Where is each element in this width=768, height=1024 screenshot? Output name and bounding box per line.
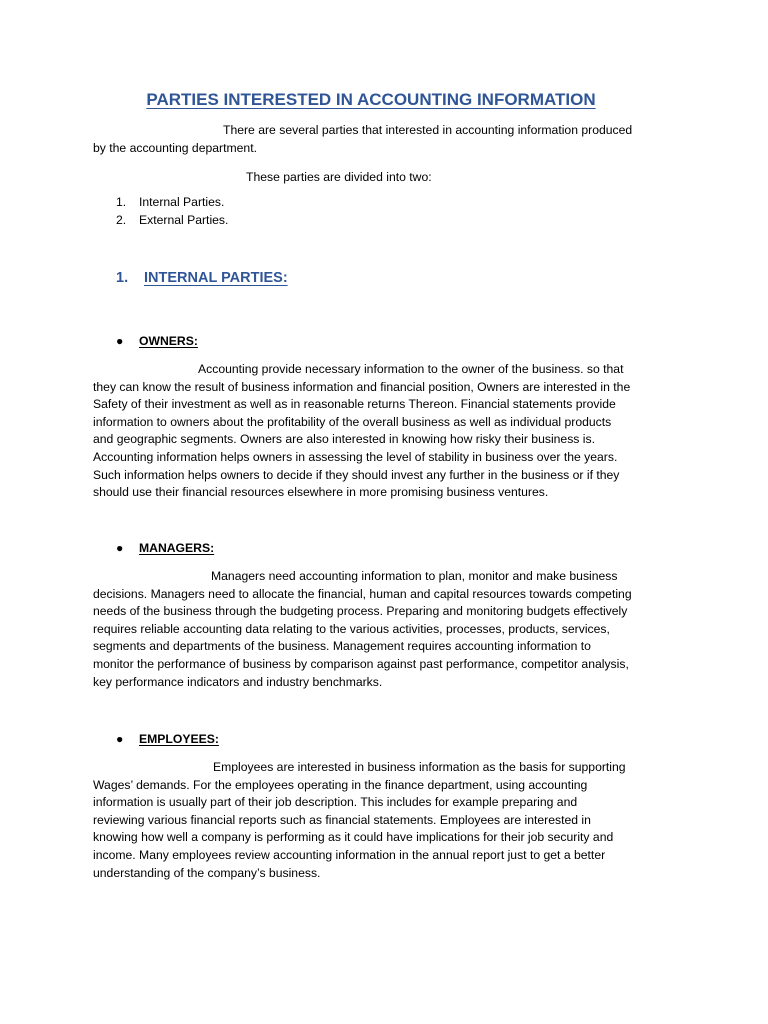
employees-heading	[116, 731, 219, 749]
section-heading-internal-parties	[116, 268, 288, 288]
section-label: INTERNAL PARTIES:	[144, 270, 288, 286]
list-item-number: 2.	[116, 212, 127, 227]
managers-line: requires reliable accounting data relating to the various activities, processes, products, services,	[93, 621, 610, 636]
owners-heading-label: OWNERS:	[139, 334, 198, 348]
managers-line: needs of the business through the budgeting process. Preparing and monitoring budgets effectively	[93, 604, 628, 619]
bullet-icon: ●	[116, 334, 124, 348]
section-number: 1.	[116, 270, 129, 286]
document-title: PARTIES INTERESTED IN ACCOUNTING INFORMATION	[146, 90, 596, 109]
managers-paragraph	[93, 568, 683, 691]
bullet-icon: ●	[116, 732, 124, 746]
bullet-icon: ●	[116, 541, 124, 555]
owners-line: Accounting provide necessary information to the owner of the business. so that	[198, 362, 624, 376]
employees-paragraph	[93, 759, 683, 882]
parties-list	[116, 194, 228, 229]
employees-line: reviewing various financial reports such as financial statements. Employees are interested in	[93, 812, 591, 827]
owners-line: Safety of their investment as well as in reasonable returns Thereon. Financial statements provide	[93, 397, 616, 412]
owners-line: information to owners about the profitability of the overall business as well as individual products	[93, 414, 612, 429]
managers-heading-label: MANAGERS:	[139, 541, 215, 555]
employees-line: income. Many employees review accounting information in the annual report just to get a better	[93, 847, 606, 862]
managers-line: Managers need accounting information to plan, monitor and make business	[211, 569, 618, 583]
managers-heading	[116, 540, 214, 558]
employees-line: Employees are interested in business information as the basis for supporting	[213, 760, 626, 774]
employees-line: knowing how well a company is performing as it could have implications for their job security and	[93, 830, 614, 845]
intro-paragraph	[93, 122, 683, 157]
owners-heading	[116, 333, 198, 351]
managers-line: decisions. Managers need to allocate the financial, human and capital resources towards competing	[93, 586, 632, 601]
managers-line: monitor the performance of business by comparison against past performance, competitor analysis,	[93, 656, 629, 671]
owners-line: should use their financial resources elsewhere in more promising business ventures.	[93, 485, 549, 500]
owners-line: Accounting information helps owners in assessing the level of stability in business over the years.	[93, 449, 618, 464]
list-item-label: Internal Parties.	[139, 195, 225, 209]
list-item	[116, 212, 228, 230]
owners-line: they can know the result of business information and financial position, Owners are interested in the	[93, 379, 631, 394]
owners-paragraph	[93, 361, 683, 502]
list-item-label: External Parties.	[139, 212, 229, 227]
owners-line: Such information helps owners to decide if they should invest any further in the business or if they	[93, 467, 620, 482]
employees-line: information is usually part of their job description. This includes for example preparing and	[93, 795, 578, 810]
intro-line-2: by the accounting department.	[93, 140, 257, 155]
employees-heading-label: EMPLOYEES:	[139, 732, 219, 746]
managers-line: segments and departments of the business. Management requires accounting information to	[93, 639, 591, 654]
managers-line: key performance indicators and industry benchmarks.	[93, 674, 383, 689]
divided-line: These parties are divided into two:	[246, 170, 432, 184]
employees-line: Wages’ demands. For the employees operating in the finance department, using accounting	[93, 777, 588, 792]
intro-line-1: There are several parties that interested in accounting information produced	[223, 123, 633, 137]
list-item	[116, 194, 228, 212]
employees-line: understanding of the company’s business.	[93, 865, 321, 880]
list-item-number: 1.	[116, 195, 127, 209]
owners-line: and geographic segments. Owners are also interested in knowing how risky their business is.	[93, 432, 595, 447]
